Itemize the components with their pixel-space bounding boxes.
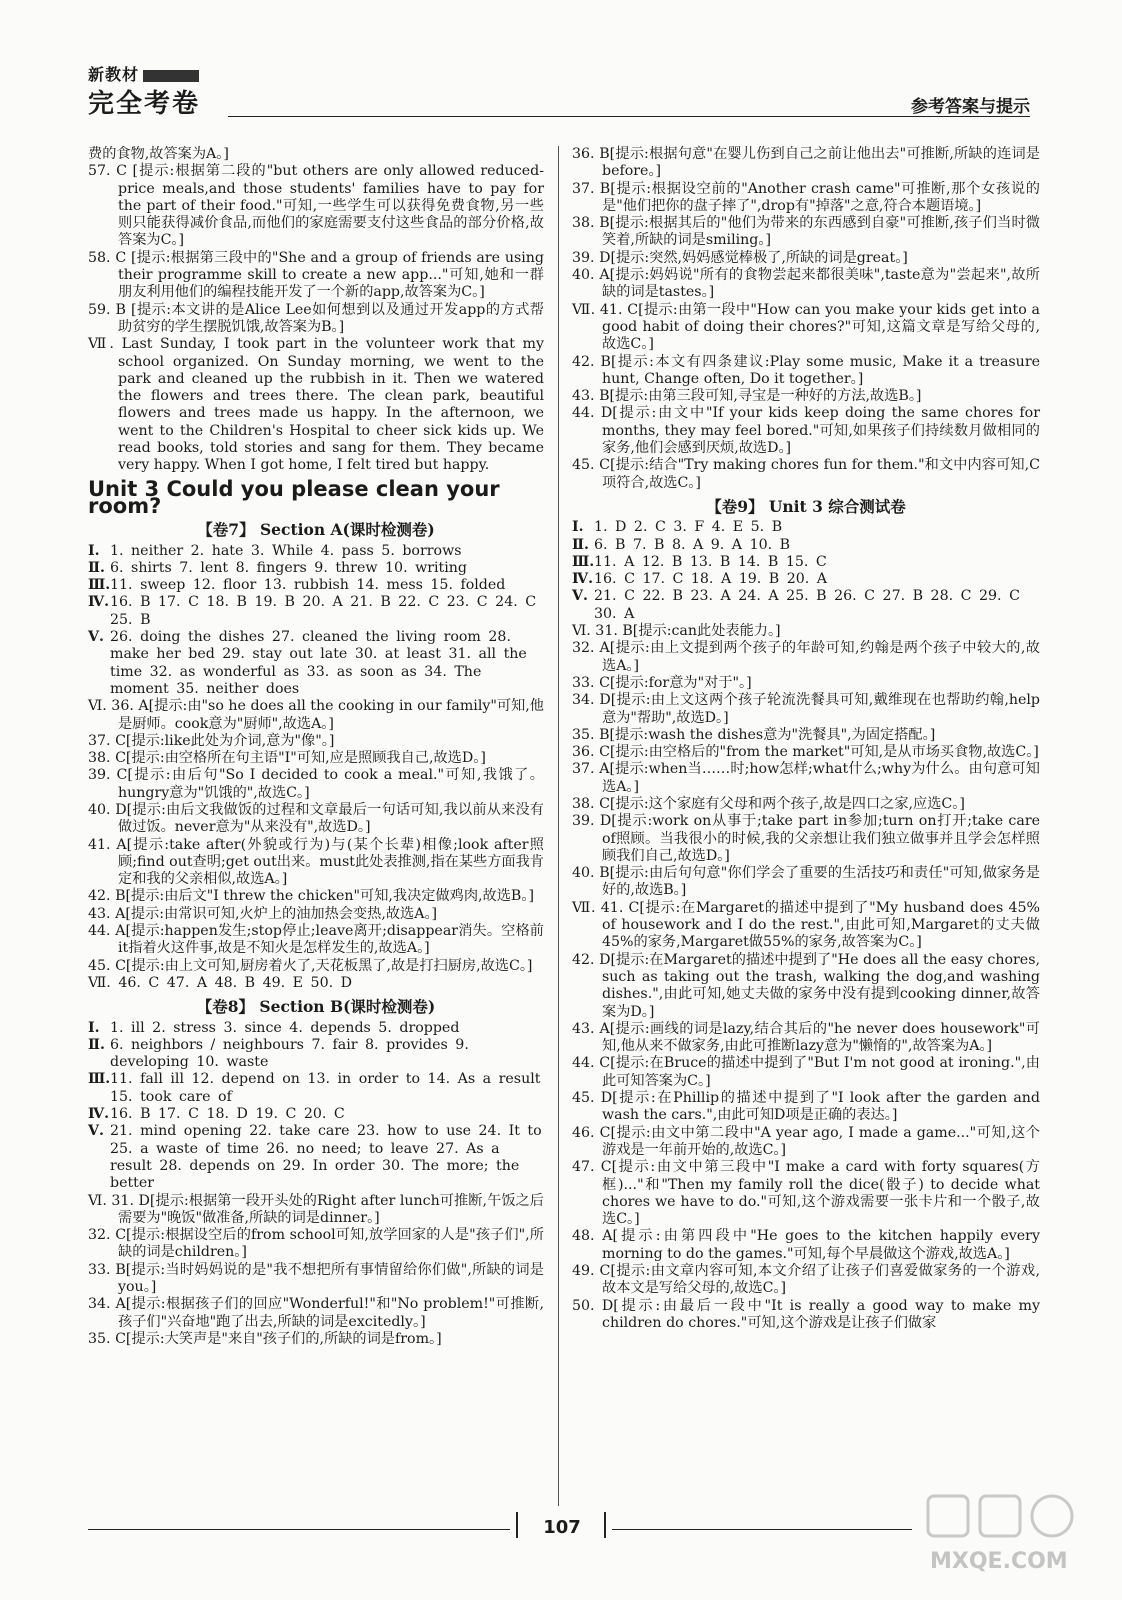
answer-58: 58. C [提示:根据第三段中的"She and a group of friends are using their programme skill to create a new app..."可知,她和一群朋友利用他们的编程技能开发了一个新的app,故答案为C。]: [88, 249, 544, 301]
answer-row: Ⅰ. 1. ill 2. stress 3. since 4. depends 5. dropped: [88, 1019, 460, 1036]
answer-43: 43. A[提示:由常识可知,火炉上的油加热会变热,故选A。]: [88, 905, 438, 922]
answer-33: 33. B[提示:当时妈妈说的是"我不想把所有事情留给你们做",所缺的词是you。]: [88, 1261, 544, 1295]
answer-44: 44. C[提示:在Bruce的描述中提到了"But I'm not good at ironing.",由此可知答案为C。]: [572, 1055, 1040, 1089]
answer-50: 50. D[提示:由最后一段中"It is really a good way to make my children do chores."可知,这个游戏是让孩子们做家: [572, 1297, 1040, 1331]
footer-rule-left: [88, 1529, 510, 1530]
answer-56-tail: 费的食物,故答案为A。]: [88, 146, 229, 162]
answer-row: Ⅳ. 16. C 17. C 18. A 19. B 20. A: [572, 571, 828, 588]
answer-44: 44. A[提示:happen发生;stop停止;leave离开;disappear消失。空格前it指着火这件事,故是不知火是怎样发生的,故选A。]: [88, 923, 544, 957]
section-heading-8: 【卷8】 Section B(课时检测卷): [196, 997, 436, 1017]
answer-row: Ⅱ. 6. neighbors / neighbours 7. fair 8. provides 9. developing 10. waste: [88, 1036, 469, 1071]
answer-row: Ⅱ. 6. shirts 7. lent 8. fingers 9. threw 10. writing: [88, 559, 468, 576]
answer-39: 39. D[提示:突然,妈妈感觉棒极了,所缺的词是great。]: [572, 249, 908, 266]
section-heading-7: 【卷7】 Section A(课时检测卷): [197, 520, 435, 540]
answer-41: Ⅶ. 41. C[提示:在Margaret的描述中提到了"My husband does 45% of housework and I do the rest.",由此可知,Margaret的丈夫做45%的家务,Margaret做55%的家务,故答案为C。]: [572, 899, 1040, 951]
answer-38: 38. B[提示:根据其后的"他们为带来的东西感到自豪"可推断,孩子们当时微笑着,所缺的词是smiling。]: [572, 215, 1040, 249]
page-bar-left: [516, 1512, 518, 1538]
footer-rule-right: [612, 1529, 912, 1530]
answer-38: 38. C[提示:这个家庭有父母和两个孩子,故是四口之家,应选C。]: [572, 795, 965, 812]
right-column: [572, 146, 1040, 1332]
answer-row: Ⅳ. 16. B 17. C 18. B 19. B 20. A 21. B 22. C 23. C 24. C 25. B: [88, 594, 537, 628]
answer-31: Ⅵ. 31. B[提示:can此处表能力。]: [572, 623, 781, 640]
answer-35: 35. B[提示:wash the dishes意为"洗餐具",为固定搭配。]: [572, 726, 936, 743]
page-number: 107: [543, 1517, 581, 1538]
answer-row: Ⅲ. 11. sweep 12. floor 13. rubbish 14. mess 15. folded: [88, 577, 506, 594]
answer-42: 42. D[提示:在Margaret的描述中提到了"He does all the easy chores, such as taking out the trash, walking the dog,and washing dishes.",由此可知,她丈夫做的家务中没有提到cooking dinner,故答案为D。]: [572, 951, 1040, 1020]
left-column: [88, 146, 544, 1348]
answer-38: 38. C[提示:由空格所在句主语"I"可知,应是照顾我自己,故选D。]: [88, 750, 486, 767]
sec7-answers: [88, 543, 544, 699]
answer-40: 40. D[提示:由后文我做饭的过程和文章最后一句话可知,我以前从来没有做过饭。never意为"从来没有",故选D。]: [88, 801, 544, 836]
answer-47: 47. C[提示:由文中第三段中"I make a card with forty squares(方框)..."和"Then my family roll the dice(骰子) to decide what chores we have to do."可知,这个游戏需要一张卡片和一个骰子,故选C。]: [572, 1159, 1040, 1228]
answer-45: 45. D[提示:在Phillip的描述中提到了"I look after the garden and wash the cars.",由此可知D项是正确的表达。]: [572, 1090, 1040, 1124]
answer-46: 46. C[提示:由文中第二段中"A year ago, I made a game..."可知,这个游戏是一年前开始的,故选C。]: [572, 1124, 1040, 1158]
brand-main: 完全考卷: [88, 89, 201, 119]
page-bar-right: [604, 1512, 606, 1538]
brand-small: 新教材: [88, 62, 228, 85]
writing-sample: Ⅶ. Last Sunday, I took part in the volunteer work that my school organized. On Sunday morning, we went to the park and cleaned up the rubbish in it. Then we watered the flowers and trees there. The clean park, beautiful flowers and trees made us happy. In the afternoon, we went to the Children's Hospital to cheer sick kids up. We read books, told stories and sang for them. They became very happy. When I got home, I felt tired but happy.: [88, 336, 544, 474]
answer-43: 43. A[提示:画线的词是lazy,结合其后的"he never does housework"可知,他从来不做家务,由此可推断lazy意为"懒惰的",故答案为A。]: [572, 1020, 1040, 1055]
answer-48: 48. A[提示:由第四段中"He goes to the kitchen happily every morning to do the games."可知,每个早晨做这个游戏,故选A。]: [572, 1228, 1040, 1262]
answer-45: 45. C[提示:结合"Try making chores fun for them."和文中内容可知,C项符合,故选C。]: [572, 457, 1040, 491]
answer-row: Ⅳ. 16. B 17. C 18. D 19. C 20. C: [88, 1106, 345, 1123]
answer-57: 57. C [提示:根据第二段的"but others are only allowed reduced-price meals,and those students' families have to pay for the part of their food."可知,一些学生可以获得免费食物,另一些则只能获得减价食品,而他们的家庭需要支付这些食品的部分价格,故答案为C。]: [88, 163, 544, 249]
section-heading-9: 【卷9】 Unit 3 综合测试卷: [706, 496, 906, 516]
answer-40: 40. A[提示:妈妈说"所有的食物尝起来都很美味",taste意为"尝起来",故所缺的词是tastes。]: [572, 267, 1040, 301]
answer-row: Ⅲ. 11. fall ill 12. depend on 13. in order to 14. As a result 15. took care of: [88, 1071, 541, 1105]
answer-row: Ⅰ. 1. neither 2. hate 3. While 4. pass 5. borrows: [88, 542, 462, 559]
answer-39: 39. C[提示:由后句"So I decided to cook a meal."可知,我饿了。hungry意为"饥饿的",故选C。]: [88, 767, 544, 801]
answer-36: 36. C[提示:由空格后的"from the market"可知,是从市场买食物,故选C。]: [572, 744, 1039, 761]
answer-59: 59. B [提示:本文讲的是Alice Lee如何想到以及通过开发app的方式帮助贫穷的学生摆脱饥饿,故答案为B。]: [88, 301, 544, 335]
answer-36: Ⅵ. 36. A[提示:由"so he does all the cooking in our family"可知,他是厨师。cook意为"厨师",故选A。]: [88, 698, 544, 732]
section-title: 参考答案与提示: [911, 97, 1030, 117]
answer-row: Ⅴ. 21. C 22. B 23. A 24. A 25. B 26. C 27. B 28. C 29. C 30. A: [572, 588, 1020, 622]
answer-39: 39. D[提示:work on从事于;take part in参加;turn on打开;take care of照顾。当我很小的时候,我的父亲想让我们独立做事并且学会怎样照顾我们自己,故选D。]: [572, 813, 1040, 864]
column-divider: [558, 146, 559, 1506]
answer-37: 37. C[提示:like此处为介词,意为"像"。]: [88, 732, 335, 749]
answer-37: 37. A[提示:when当……时;how怎样;what什么;why为什么。由句意可知选A。]: [572, 761, 1040, 795]
answer-row: Ⅴ. 21. mind opening 22. take care 23. how to use 24. It to 25. a waste of time 26. no need; to leave 27. As a result 28. depends on 29. In order 30. The more; the better: [88, 1123, 542, 1192]
watermark-logo: [920, 1490, 1080, 1576]
answer-46-50: Ⅶ. 46. C 47. A 48. B 49. E 50. D: [88, 974, 352, 991]
answer-42: 42. B[提示:本文有四条建议:Play some music, Make it a treasure hunt, Change often, Do it together。]: [572, 353, 1040, 387]
brand-stamp-icon: [143, 70, 199, 82]
sec8-answers: [88, 1020, 544, 1193]
answer-row: Ⅱ. 6. B 7. B 8. A 9. A 10. B: [572, 536, 791, 553]
answer-32: 32. A[提示:由上文提到两个孩子的年龄可知,约翰是两个孩子中较大的,故选A。]: [572, 640, 1040, 674]
answer-row: Ⅴ. 26. doing the dishes 27. cleaned the living room 28. make her bed 29. stay out late 30. at least 31. all the time 32. as wonderful as 33. as soon as 34. The moment 35. neither does: [88, 629, 527, 697]
unit-title: Unit 3 Could you please clean your room?: [88, 476, 500, 518]
answer-45: 45. C[提示:由上文可知,厨房着火了,天花板黑了,故是打扫厨房,故选C。]: [88, 957, 533, 974]
answer-35: 35. C[提示:大笑声是"来自"孩子们的,所缺的词是from。]: [88, 1330, 442, 1347]
answer-37: 37. B[提示:根据设空前的"Another crash came"可推断,那个女孩说的是"他们把你的盘子摔了",drop有"掉落"之意,符合本题语境。]: [572, 180, 1040, 214]
publisher-logo: [88, 62, 228, 120]
answer-row: Ⅲ. 11. A 12. B 13. B 14. B 15. C: [572, 553, 827, 570]
answer-34: 34. D[提示:由上文这两个孩子轮流洗餐具可知,戴维现在也帮助约翰,help意为"帮助",故选D。]: [572, 692, 1040, 726]
answer-34: 34. A[提示:根据孩子们的回应"Wonderful!"和"No problem!"可推断,孩子们"兴奋地"跑了出去,所缺的词是excitedly。]: [88, 1296, 544, 1330]
answer-row: Ⅰ. 1. D 2. C 3. F 4. E 5. B: [572, 519, 783, 536]
answer-31: Ⅵ. 31. D[提示:根据第一段开头处的Right after lunch可推断,午饭之后需要为"晚饭"做准备,所缺的词是dinner。]: [88, 1192, 544, 1226]
header-rule: [228, 116, 1030, 117]
answer-43: 43. B[提示:由第三段可知,寻宝是一种好的方法,故选B。]: [572, 388, 922, 405]
answer-49: 49. C[提示:由文章内容可知,本文介绍了让孩子们喜爱做家务的一个游戏,故本文是写给父母的,故选C。]: [572, 1263, 1040, 1297]
answer-33: 33. C[提示:for意为"对于"。]: [572, 674, 752, 691]
answer-41: Ⅶ. 41. C[提示:由第一段中"How can you make your kids get into a good habit of doing their chores?"可知,这篇文章是写给父母的,故选C。]: [572, 301, 1040, 353]
answer-44: 44. D[提示:由文中"If your kids keep doing the same chores for months, they may feel bored."可知,如果孩子们持续数月做相同的家务,他们会感到厌烦,故选D。]: [572, 405, 1040, 457]
answer-40: 40. B[提示:由后句句意"你们学会了重要的生活技巧和责任"可知,做家务是好的,故选B。]: [572, 865, 1040, 899]
answer-42: 42. B[提示:由后文"I threw the chicken"可知,我决定做鸡肉,故选B。]: [88, 888, 534, 905]
answer-41: 41. A[提示:take after(外貌或行为)与(某个长辈)相像;look after照顾;find out查明;get out出来。must此处表推测,指在某些方面我肯定和我的父亲相似,故选A。]: [88, 836, 544, 888]
sec9-answers: [572, 519, 1040, 623]
answer-32: 32. C[提示:根据设空后的from school可知,放学回家的人是"孩子们",所缺的词是children。]: [88, 1227, 544, 1261]
watermark-mark: [928, 1496, 1072, 1536]
watermark-text: MXQE.COM: [930, 1549, 1068, 1574]
answer-36: 36. B[提示:根据句意"在婴儿伤到自己之前让他出去"可推断,所缺的连词是before。]: [572, 146, 1040, 180]
